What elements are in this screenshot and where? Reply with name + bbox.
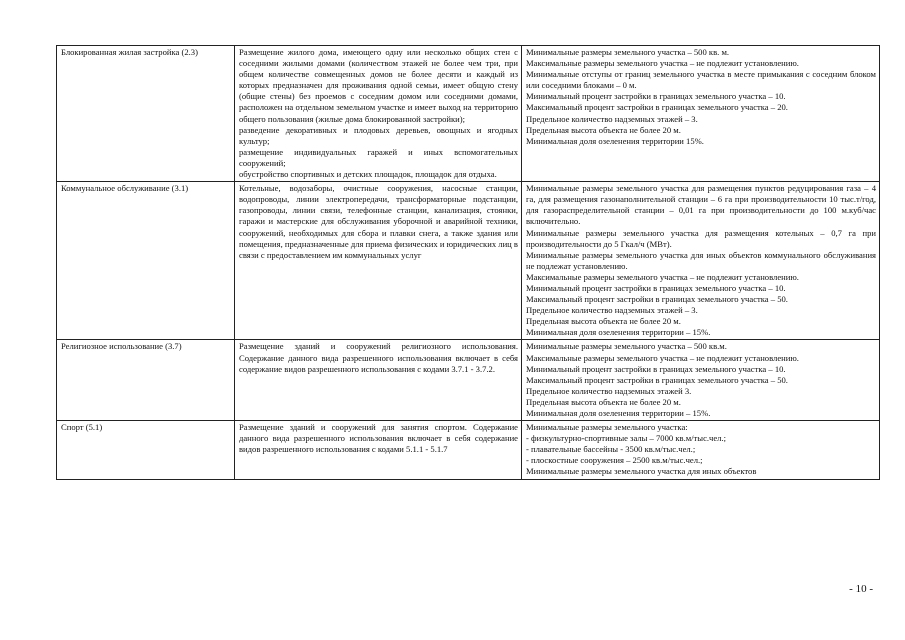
parameter-line: - физкультурно-спортивные залы – 7000 кв.м/тыс.чел.; (526, 433, 726, 444)
parameter-line: Минимальные размеры земельного участка для иных объектов коммунального обслуживания не подлежат установлению. (526, 249, 876, 271)
land-use-description-cell (235, 182, 522, 340)
parameter-line: Минимальная доля озеленения территории – 15%. (526, 327, 711, 338)
parameters-cell (522, 421, 880, 479)
table-row (57, 421, 880, 479)
parameters-cell (522, 340, 880, 421)
page-number: - 10 - (849, 583, 873, 595)
parameter-line: Максимальные размеры земельного участка – не подлежит установлению. (526, 352, 799, 363)
parameter-line: Максимальные размеры земельного участка – не подлежит установлению. (526, 58, 799, 69)
land-use-regulations-table (56, 45, 880, 480)
parameter-line: Минимальный процент застройки в границах земельного участка – 10. (526, 363, 786, 374)
parameter-line: Предельное количество надземных этажей – 3. (526, 305, 698, 316)
table-body (57, 46, 880, 480)
parameter-line: Минимальные размеры земельного участка – 500 кв.м. (526, 341, 727, 352)
parameters-cell (522, 46, 880, 182)
description-paragraph: размещение индивидуальных гаражей и иных вспомогательных сооружений; (239, 146, 518, 168)
parameter-line: Минимальная доля озеленения территории – 15%. (526, 408, 711, 418)
description-paragraph: Размещение зданий и сооружений религиозного использования. Содержание данного вида разрешенного использования включает в себя содержание видов разрешенного использования с кодами 3.7.1 - 3.7.2. (239, 341, 518, 374)
land-use-type-cell: Спорт (5.1) (57, 421, 235, 479)
parameter-line: Минимальные размеры земельного участка: (526, 422, 688, 433)
parameter-line: Минимальная доля озеленения территории 15%. (526, 135, 704, 146)
table-row (57, 340, 880, 421)
parameter-line: - плавательные бассейны - 3500 кв.м/тыс.чел.; (526, 444, 696, 455)
parameter-line: Предельное количество надземных этажей 3. (526, 385, 692, 396)
parameter-line: - плоскостные сооружения – 2500 кв.м/тыс.чел.; (526, 455, 703, 466)
parameter-line: Минимальный процент застройки в границах земельного участка – 10. (526, 282, 786, 293)
parameter-line: Максимальный процент застройки в границах земельного участка – 20. (526, 102, 788, 113)
land-use-type-cell: Религиозное использование (3.7) (57, 340, 235, 421)
land-use-description-cell (235, 340, 522, 421)
parameter-line: Предельная высота объекта не более 20 м. (526, 396, 681, 407)
parameter-line: Минимальные размеры земельного участка для иных объектов (526, 466, 757, 477)
land-use-description-cell (235, 46, 522, 182)
description-paragraph: обустройство спортивных и детских площадок, площадок для отдыха. (239, 169, 497, 180)
parameter-line: Минимальный процент застройки в границах земельного участка – 10. (526, 91, 786, 102)
parameter-line: Минимальные размеры земельного участка – 500 кв. м. (526, 47, 730, 57)
parameter-line: Предельная высота объекта не более 20 м. (526, 316, 681, 327)
parameter-line: Минимальные отступы от границ земельного участка в месте примыкания с соседним блоком или соседними блоками – 0 м. (526, 69, 876, 91)
parameter-line: Минимальные размеры земельного участка для размещения пунктов редуцирования газа – 4 га, для размещения газонаполнительной станции – 6 га при производительности 10 тыс.т/год, для газораспределительной станции – 0,01 га при производительности до 100 м.куб/час включительно. (526, 183, 876, 227)
description-paragraph: Котельные, водозаборы, очистные сооружения, насосные станции, водопроводы, линии электропередачи, трансформаторные подстанции, газопроводы, линии связи, телефонные станции, канализация, стоянки, гаражи и мастерские для обслуживания уборочной и аварийной техники, сооружений, необходимых для сбора и плавки снега, а также здания или помещения, предназначенные для приема физических и юридических лиц в связи с предоставлением им коммунальных услуг (239, 183, 518, 260)
parameter-line: Максимальный процент застройки в границах земельного участка – 50. (526, 294, 788, 305)
description-paragraph: Размещение жилого дома, имеющего одну или несколько общих стен с соседними жилыми домами (количеством этажей не более чем три, при общем количестве совмещенных домов не более десяти и каждый из которых предназначен для проживания одной семьи, имеет общую стену (общие стены) без проемов с соседним домом или соседними домами, расположен на отдельном земельном участке и имеет выход на территорию общего пользования (жилые дома блокированной застройки); (239, 47, 518, 124)
parameter-line: Предельная высота объекта не более 20 м. (526, 124, 681, 135)
land-use-type-cell: Блокированная жилая застройка (2.3) (57, 46, 235, 182)
land-use-type-cell: Коммунальное обслуживание (3.1) (57, 182, 235, 340)
parameters-cell (522, 182, 880, 340)
table-row (57, 46, 880, 182)
parameter-line: Предельное количество надземных этажей – 3. (526, 113, 698, 124)
description-paragraph: Размещение зданий и сооружений для занятия спортом. Содержание данного вида разрешенного использования включает в себя содержание видов разрешенного использования с кодами 5.1.1 - 5.1.7 (239, 422, 518, 455)
parameter-line: Максимальный процент застройки в границах земельного участка – 50. (526, 374, 788, 385)
table-row (57, 182, 880, 340)
parameter-line: Минимальные размеры земельного участка для размещения котельных – 0,7 га при производительности до 5 Гкал/ч (МВт). (526, 227, 876, 249)
parameter-line: Максимальные размеры земельного участка – не подлежит установлению. (526, 271, 799, 282)
land-use-description-cell (235, 421, 522, 479)
description-paragraph: разведение декоративных и плодовых деревьев, овощных и ягодных культур; (239, 124, 518, 146)
